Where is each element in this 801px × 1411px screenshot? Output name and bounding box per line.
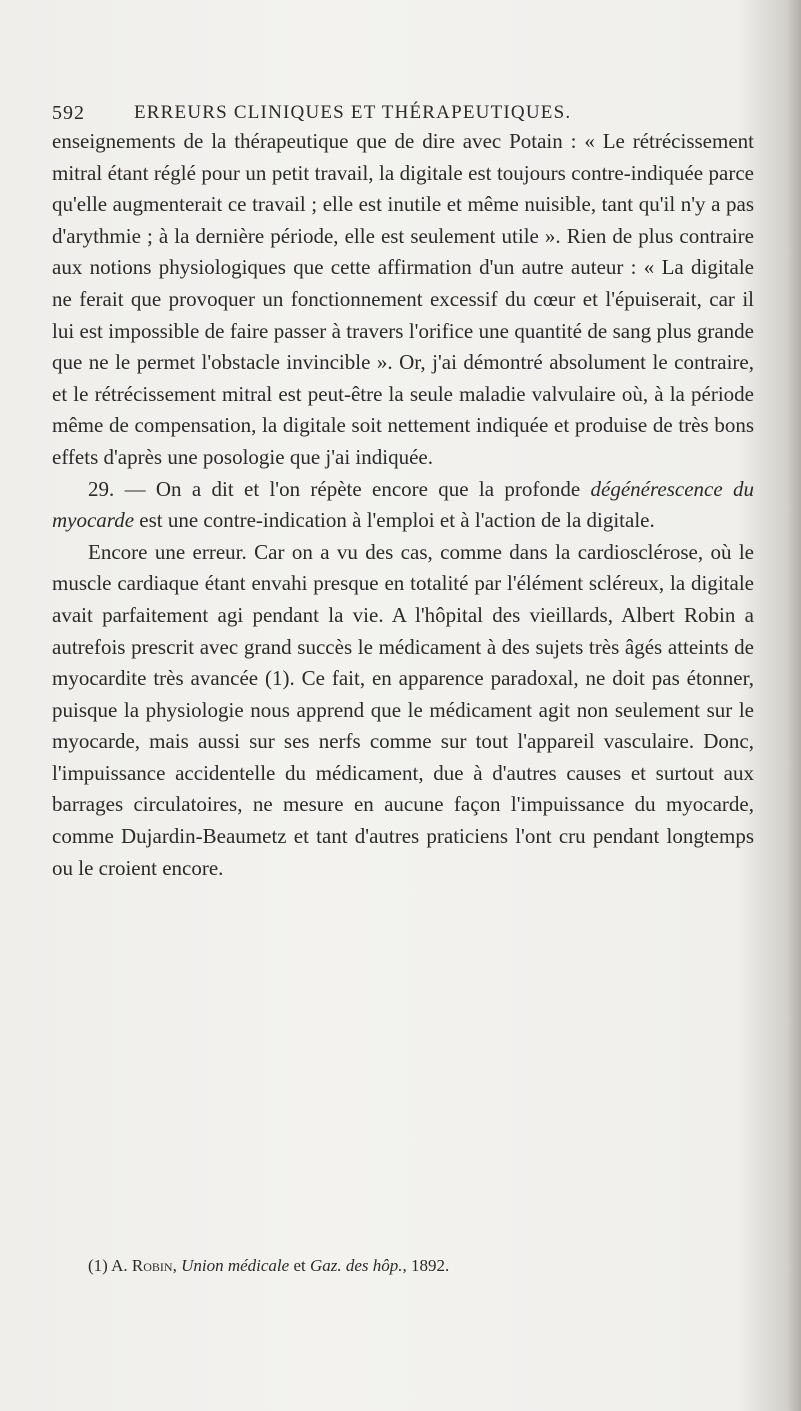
paragraph-3-part-b: . Ce fait, en apparence paradoxal, ne doit pas étonner, puisque la physiologie nous apprend que le médicament agit non seulement sur le myocarde, mais aussi sur ses nerfs comme sur tout l'appareil vasculaire. Donc, l'impuissance accidentelle du médicament, due à d'autres causes et surtout aux barrages circulatoires, ne mesure en aucune façon l'impuissance du myocarde, comme Dujardin-Beaumetz et tant d'autres praticiens l'ont cru pendant longtemps ou le croient encore.: [52, 666, 754, 880]
body-text: [52, 126, 754, 884]
footnote-journal: Union médicale: [181, 1256, 290, 1275]
page-number: 592: [52, 102, 85, 124]
paragraph-1: enseignements de la thérapeutique que de dire avec Potain : « Le rétrécissement mitral étant réglé pour un petit travail, la digitale est toujours contre-indiquée parce qu'elle augmenterait ce travail ; elle est inutile et même nuisible, tant qu'il n'y a pas d'arythmie ; à la dernière période, elle est seulement utile ». Rien de plus contraire aux notions physiologiques que cette affirmation d'un autre auteur : « La digitale ne ferait que provoquer un fonctionnement excessif du cœur et l'épuiserait, car il lui est impossible de faire passer à travers l'orifice une quantité de sang plus grande que ne le permet l'obstacle invincible ». Or, j'ai démontré absolument le contraire, et le rétrécissement mitral est peut-être la seule maladie valvulaire où, à la période même de compensation, la digitale soit nettement indiquée et produise de très bons effets d'après une posologie que j'ai indiquée.: [52, 129, 754, 469]
footnote-author: Robin: [131, 1256, 173, 1275]
running-title: ERREURS CLINIQUES ET THÉRAPEUTIQUES.: [134, 102, 572, 123]
footnote-marker: (1) A.: [88, 1256, 132, 1275]
paragraph-29: [52, 474, 754, 537]
footnote-sep-2: et: [289, 1256, 310, 1275]
paragraph-29-rest: est une contre-indication à l'emploi et à l'action de la digitale.: [134, 508, 655, 533]
footnote-year: , 1892.: [402, 1256, 450, 1275]
paragraph-3-part-a: Encore une erreur. Car on a vu des cas, comme dans la cardiosclérose, où le muscle cardiaque étant envahi presque en totalité par l'élément scléreux, la digitale avait parfaitement agi pendant la vie. A l'hôpital des vieillards, Albert Robin a autrefois prescrit avec grand succès le médicament à des sujets très âgés atteints de myocardite très avancée: [52, 539, 754, 691]
paragraph-29-italic: dégénérescence du myocarde: [52, 476, 754, 533]
footnote-journal-2: Gaz. des hôp.: [309, 1256, 403, 1275]
footnote-reference: (1): [265, 666, 290, 691]
page-edge-shadow: [787, 0, 801, 1411]
paragraph-3: [52, 537, 754, 885]
paragraph-29-lead: 29. — On a dit et l'on répète encore que la profonde: [88, 476, 591, 501]
footnote: [88, 1254, 748, 1278]
footnote-sep-1: ,: [172, 1256, 182, 1275]
page-header: [52, 102, 752, 128]
